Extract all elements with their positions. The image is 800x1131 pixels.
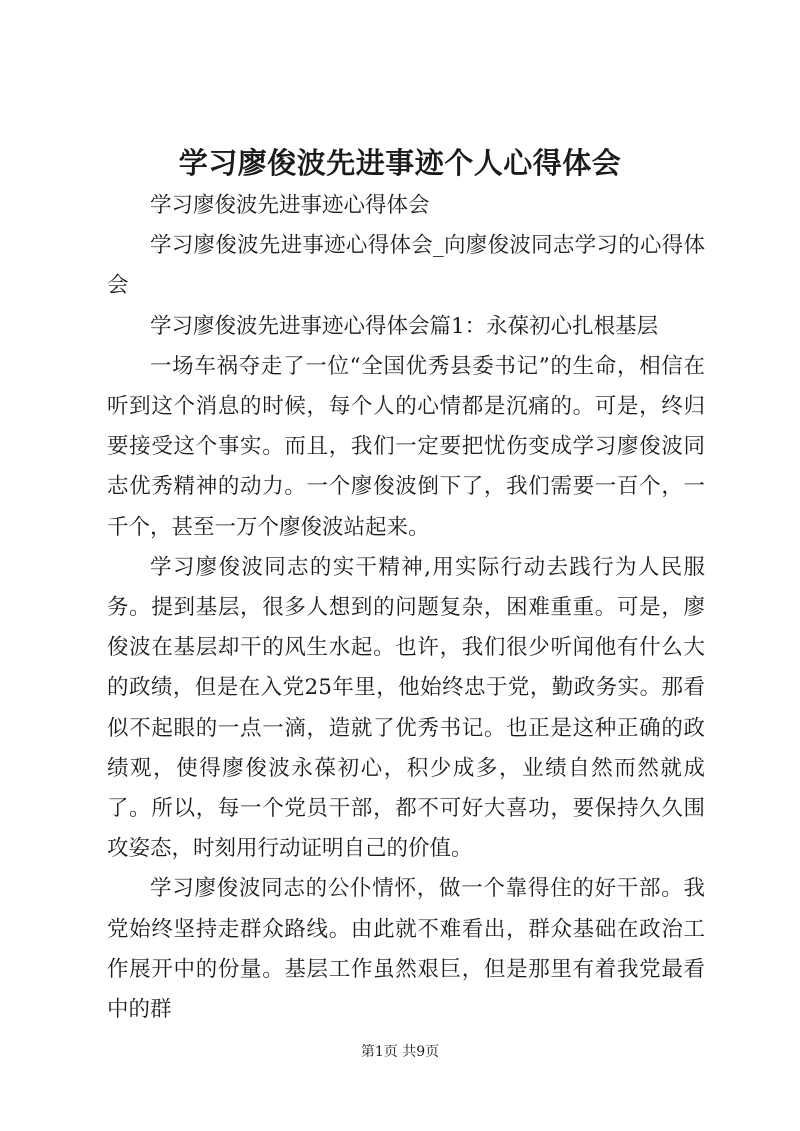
page-footer	[0, 1042, 800, 1062]
document-title: 学习廖俊波先进事迹个人心得体会	[178, 146, 622, 180]
paragraph: 学习廖俊波同志的公仆情怀，做一个靠得住的好干部。我党始终坚持走群众路线。由此就不难看出，群众基础在政治工作展开中的份量。基层工作虽然艰巨，但是那里有着我党最看中的群	[107, 876, 705, 1023]
paragraph: 学习廖俊波先进事迹心得体会篇1：永葆初心扎根基层	[150, 313, 659, 339]
paragraph: 学习廖俊波先进事迹心得体会_向廖俊波同志学习的心得体会	[107, 233, 705, 299]
paragraph: 学习廖俊波同志的实干精神,用实际行动去践行为人民服务。提到基层，很多人想到的问题复杂，困难重重。可是，廖俊波在基层却干的风生水起。也许，我们很少听闻他有什么大的政绩，但是在入党25年里，他始终忠于党，勤政务实。那看似不起眼的一点一滴，造就了优秀书记。也正是这种正确的政绩观，使得廖俊波永葆初心，积少成多，业绩自然而然就成了。所以，每一个党员干部，都不可好大喜功，要保持久久围攻姿态，时刻用行动证明自己的价值。	[107, 554, 705, 862]
page-number-label: 第1页 共9页	[360, 1044, 440, 1060]
paragraph: 学习廖俊波先进事迹心得体会	[150, 193, 430, 218]
document-body	[107, 186, 705, 1030]
paragraph: 一场车祸夺走了一位“全国优秀县委书记”的生命，相信在听到这个消息的时候，每个人的心情都是沉痛的。可是，终归要接受这个事实。而且，我们一定要把忧伤变成学习廖俊波同志优秀精神的动力。一个廖俊波倒下了，我们需要一百个，一千个，甚至一万个廖俊波站起来。	[107, 353, 705, 540]
